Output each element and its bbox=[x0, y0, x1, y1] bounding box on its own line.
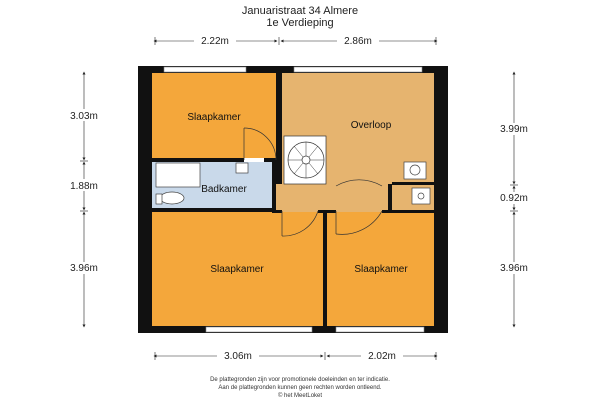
staircase bbox=[284, 136, 326, 184]
dim-bottom-left: 3.06m bbox=[224, 351, 252, 362]
dim-left-bottom: 3.96m bbox=[70, 263, 98, 274]
dim-bottom-right: 2.02m bbox=[368, 351, 396, 362]
dim-right-bottom: 3.96m bbox=[500, 263, 528, 274]
address-title: Januaristraat 34 Almere bbox=[241, 5, 359, 17]
label-slaapkamer-bottom-right: Slaapkamer bbox=[354, 264, 408, 275]
dim-right-top: 3.99m bbox=[500, 124, 528, 135]
room-corridor bbox=[272, 184, 434, 212]
floor-title: 1e Verdieping bbox=[266, 17, 334, 29]
label-badkamer: Badkamer bbox=[201, 184, 247, 195]
copyright: © het MeetLoket bbox=[277, 393, 323, 399]
label-slaapkamer-top: Slaapkamer bbox=[187, 112, 241, 123]
dim-left-top: 3.03m bbox=[70, 111, 98, 122]
dim-right-middle: 0.92m bbox=[500, 193, 528, 204]
label-slaapkamer-bottom-left: Slaapkamer bbox=[210, 264, 264, 275]
disclaimer-line-1: De plattegronden zijn voor promotionele doeleinden en ter indicatie. bbox=[210, 377, 390, 383]
dim-top-right: 2.86m bbox=[344, 36, 372, 47]
label-overloop: Overloop bbox=[350, 120, 392, 131]
dim-top-left: 2.22m bbox=[201, 36, 229, 47]
disclaimer-line-2: Aan de plattegronden kunnen geen rechten worden ontleend. bbox=[218, 385, 382, 391]
dim-left-middle: 1.88m bbox=[70, 181, 98, 192]
